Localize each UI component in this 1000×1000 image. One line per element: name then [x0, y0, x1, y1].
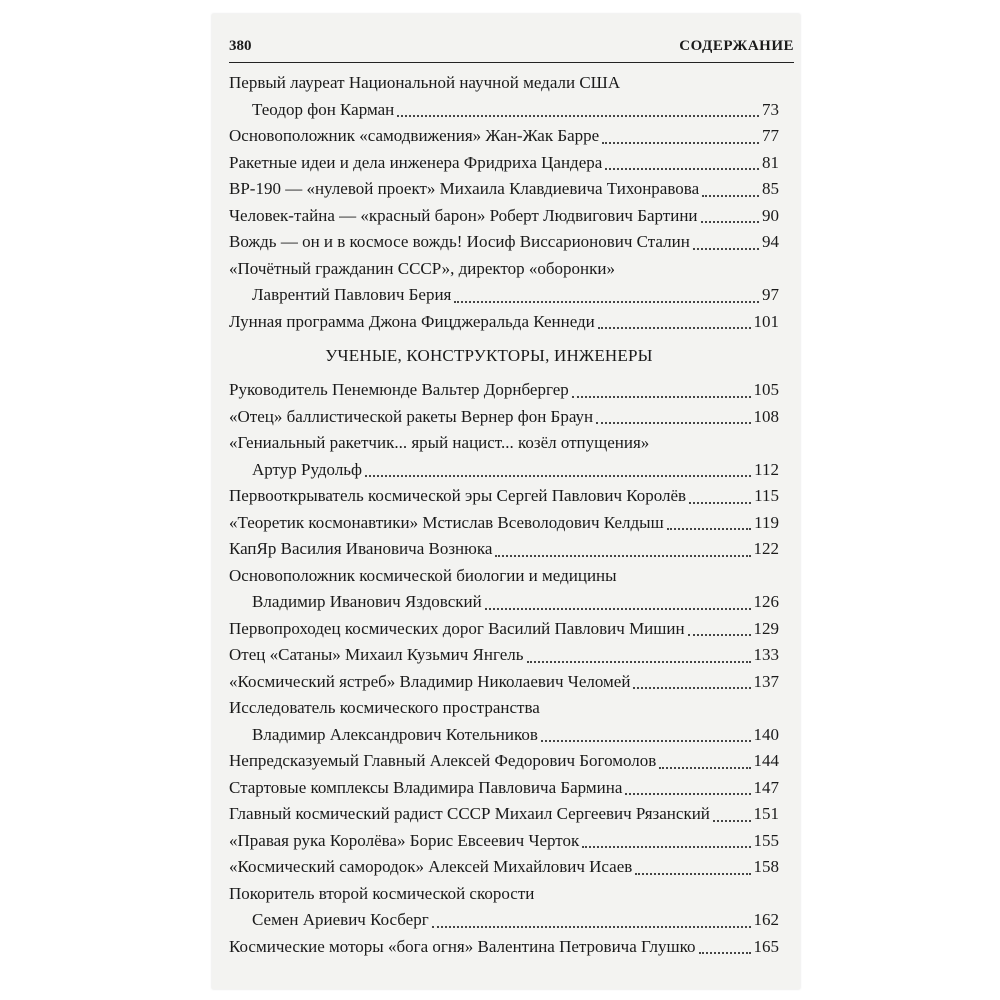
toc-entry-page: 155 [753, 830, 779, 850]
dot-leader [605, 167, 759, 170]
dot-leader [625, 792, 750, 795]
toc-entry-title: Основоположник «самодвижения» Жан-Жак Барре [229, 126, 600, 145]
toc-entry-title: Космические моторы «бога огня» Валентина Петровича Глушко [229, 936, 696, 956]
toc-entry [229, 934, 779, 961]
running-head [229, 38, 794, 60]
toc-entry [229, 748, 779, 775]
toc-entry-page: 101 [753, 311, 779, 331]
toc-group-2 [229, 377, 779, 960]
dot-leader [582, 845, 750, 848]
dot-leader [495, 554, 750, 557]
toc-entry-title: «Космический самородок» Алексей Михайлович Исаев [229, 857, 633, 876]
toc-entry [229, 775, 779, 802]
toc-entry-title: Непредсказуемый Главный Алексей Федорович Богомолов [229, 751, 657, 770]
toc-entry [229, 404, 779, 431]
toc-entry [229, 616, 779, 643]
dot-leader [701, 220, 759, 223]
dot-leader [432, 925, 751, 928]
toc-entry-page: 158 [753, 857, 779, 876]
toc-entry-page: 119 [754, 512, 779, 532]
dot-leader [689, 501, 751, 504]
toc-entry-page: 162 [753, 910, 779, 929]
dot-leader [602, 141, 759, 144]
toc-entry [229, 203, 779, 230]
toc-entry-page: 137 [753, 671, 779, 691]
toc-entry-title: Главный космический радист СССР Михаил Сергеевич Рязанский [229, 804, 710, 823]
toc-entry-page: 140 [753, 724, 779, 744]
toc-entry [229, 457, 779, 484]
dot-leader [659, 766, 750, 769]
dot-leader [702, 194, 759, 197]
dot-leader [527, 660, 751, 663]
toc-entry-page: 151 [753, 804, 779, 823]
toc-entry [229, 642, 779, 669]
toc-entry [229, 282, 779, 309]
toc-entry-title: Семен Ариевич Косберг [252, 910, 429, 929]
toc-entry-title: «Гениальный ракетчик... ярый нацист... козёл отпущения» [229, 433, 650, 452]
toc-entry [229, 722, 779, 749]
toc-entry [229, 589, 779, 616]
toc-entry-title: Владимир Иванович Яздовский [252, 592, 482, 611]
toc-entry-page: 122 [753, 539, 779, 558]
toc-entry [229, 854, 779, 881]
toc-entry [229, 309, 779, 336]
dot-leader [572, 395, 751, 398]
toc-entry [229, 377, 779, 404]
toc-entry-title: Артур Рудольф [252, 459, 363, 479]
toc-entry [229, 536, 779, 563]
toc-entry-page: 165 [753, 936, 779, 956]
toc-entry-title: Владимир Александрович Котельников [252, 724, 538, 744]
page-number: 380 [229, 38, 252, 54]
toc-entry-title: Лунная программа Джона Фицджеральда Кеннеди [229, 311, 595, 331]
toc-entry-title: Стартовые комплексы Владимира Павловича Бармина [229, 777, 623, 797]
toc-entry-page: 133 [753, 645, 779, 664]
toc-entry [229, 881, 779, 908]
toc-entry-title: КапЯр Василия Ивановича Вознюка [229, 539, 493, 558]
toc-entry-page: 105 [753, 380, 779, 399]
dot-leader [454, 300, 759, 303]
toc-entry [229, 483, 779, 510]
toc-entry [229, 907, 779, 934]
dot-leader [713, 819, 751, 822]
toc-entry [229, 669, 779, 696]
toc-entry [229, 563, 779, 590]
toc-entry-title: «Правая рука Королёва» Борис Евсеевич Черток [229, 830, 580, 850]
toc-entry [229, 70, 779, 97]
toc-entry [229, 229, 779, 256]
toc-entry-title: Покоритель второй космической скорости [229, 883, 535, 903]
toc-entry-title: Человек-тайна — «красный барон» Роберт Людвигович Бартини [229, 205, 698, 225]
dot-leader [485, 607, 751, 610]
toc-entry-title: Теодор фон Карман [252, 99, 395, 119]
toc-entry-page: 147 [753, 777, 779, 797]
toc-entry [229, 430, 779, 457]
toc-entry [229, 150, 779, 177]
toc-entry-title: Исследователь космического пространства [229, 698, 540, 717]
toc-entry-page: 108 [753, 406, 779, 426]
toc-entry-page: 126 [753, 592, 779, 611]
toc-entry-title: Первопроходец космических дорог Василий Павлович Мишин [229, 618, 685, 638]
toc-entry-page: 129 [753, 618, 779, 638]
toc-entry-page: 97 [762, 285, 779, 304]
toc-entry-page: 94 [762, 232, 779, 251]
toc-entry [229, 510, 779, 537]
dot-leader [633, 686, 750, 689]
toc-entry [229, 801, 779, 828]
dot-leader [365, 474, 751, 477]
toc-entry-title: Первый лауреат Национальной научной медали США [229, 73, 621, 92]
dot-leader [596, 421, 750, 424]
toc-entry-title: Руководитель Пенемюнде Вальтер Дорнбергер [229, 380, 569, 399]
toc-entry-page: 73 [762, 99, 779, 119]
header-rule [229, 62, 794, 63]
table-of-contents [229, 70, 779, 960]
toc-entry-title: «Почётный гражданин СССР», директор «оборонки» [229, 258, 616, 278]
section-title: СОДЕРЖАНИЕ [679, 38, 794, 54]
dot-leader [667, 527, 751, 530]
dot-leader [699, 951, 751, 954]
toc-entry [229, 176, 779, 203]
toc-entry-title: ВР-190 — «нулевой проект» Михаила Клавдиевича Тихонравова [229, 179, 700, 198]
dot-leader [693, 247, 759, 250]
toc-entry [229, 97, 779, 124]
dot-leader [688, 633, 751, 636]
toc-entry-page: 90 [762, 205, 779, 225]
section-heading: УЧЕНЫЕ, КОНСТРУКТОРЫ, ИНЖЕНЕРЫ [325, 346, 653, 365]
dot-leader [635, 872, 750, 875]
toc-entry [229, 695, 779, 722]
toc-entry-page: 81 [762, 152, 779, 172]
toc-entry-page: 85 [762, 179, 779, 198]
toc-group-1 [229, 70, 779, 335]
toc-entry-title: «Отец» баллистической ракеты Вернер фон Браун [229, 406, 594, 426]
dot-leader [598, 326, 751, 329]
toc-entry-title: Отец «Сатаны» Михаил Кузьмич Янгель [229, 645, 524, 664]
toc-entry-title: «Космический ястреб» Владимир Николаевич Челомей [229, 671, 631, 691]
toc-entry [229, 123, 779, 150]
dot-leader [397, 114, 759, 117]
toc-entry-page: 77 [762, 126, 779, 145]
toc-entry-page: 112 [754, 459, 779, 479]
toc-entry-page: 144 [753, 751, 779, 770]
dot-leader [541, 739, 751, 742]
toc-entry-page: 115 [754, 486, 779, 505]
toc-entry [229, 828, 779, 855]
toc-entry-title: «Теоретик космонавтики» Мстислав Всеволодович Келдыш [229, 512, 664, 532]
toc-entry-title: Лаврентий Павлович Берия [252, 285, 452, 304]
toc-entry-title: Основоположник космической биологии и медицины [229, 565, 617, 585]
toc-entry [229, 256, 779, 283]
toc-entry-title: Первооткрыватель космической эры Сергей Павлович Королёв [229, 486, 687, 505]
toc-entry-title: Вождь — он и в космосе вождь! Иосиф Виссарионович Сталин [229, 232, 690, 251]
toc-entry-title: Ракетные идеи и дела инженера Фридриха Цандера [229, 152, 603, 172]
